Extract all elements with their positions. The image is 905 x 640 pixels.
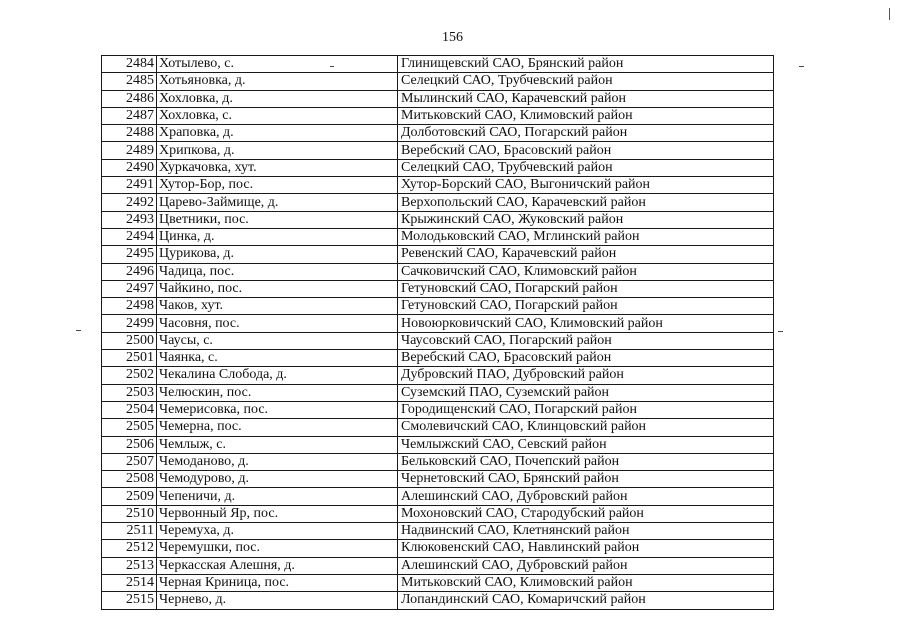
row-number: 2492 bbox=[102, 194, 157, 211]
row-number: 2497 bbox=[102, 280, 157, 297]
settlement-name: Хуркачовка, хут. bbox=[157, 159, 398, 176]
administrative-unit: Чемлыжский САО, Севский район bbox=[398, 436, 774, 453]
table-row bbox=[102, 523, 774, 540]
table-row bbox=[102, 350, 774, 367]
table-row bbox=[102, 73, 774, 90]
settlement-name: Чемерна, пос. bbox=[157, 419, 398, 436]
table-row bbox=[102, 488, 774, 505]
row-number: 2494 bbox=[102, 228, 157, 245]
row-number: 2490 bbox=[102, 159, 157, 176]
table-row bbox=[102, 177, 774, 194]
row-number: 2502 bbox=[102, 367, 157, 384]
settlement-name: Чемодурово, д. bbox=[157, 471, 398, 488]
table-row bbox=[102, 228, 774, 245]
table-row bbox=[102, 471, 774, 488]
administrative-unit: Ревенский САО, Карачевский район bbox=[398, 246, 774, 263]
settlement-name: Червонный Яр, пос. bbox=[157, 505, 398, 522]
administrative-unit: Клюковенский САО, Навлинский район bbox=[398, 540, 774, 557]
row-number: 2499 bbox=[102, 315, 157, 332]
settlement-name: Черемушки, пос. bbox=[157, 540, 398, 557]
row-number: 2487 bbox=[102, 107, 157, 124]
table-row bbox=[102, 280, 774, 297]
administrative-unit: Глинищевский САО, Брянский район bbox=[398, 56, 774, 73]
administrative-unit: Селецкий САО, Трубчевский район bbox=[398, 159, 774, 176]
settlement-name: Чаянка, с. bbox=[157, 350, 398, 367]
table-row bbox=[102, 384, 774, 401]
table-row bbox=[102, 125, 774, 142]
table-row bbox=[102, 56, 774, 73]
settlement-name: Цурикова, д. bbox=[157, 246, 398, 263]
administrative-unit: Молодьковский САО, Мглинский район bbox=[398, 228, 774, 245]
settlement-name: Царево-Займище, д. bbox=[157, 194, 398, 211]
settlement-name: Черемуха, д. bbox=[157, 523, 398, 540]
table-row bbox=[102, 159, 774, 176]
administrative-unit: Крыжинский САО, Жуковский район bbox=[398, 211, 774, 228]
settlement-name: Чадица, пос. bbox=[157, 263, 398, 280]
table-row bbox=[102, 401, 774, 418]
row-number: 2513 bbox=[102, 557, 157, 574]
table-row bbox=[102, 367, 774, 384]
row-number: 2503 bbox=[102, 384, 157, 401]
row-number: 2504 bbox=[102, 401, 157, 418]
administrative-unit: Лопандинский САО, Комаричский район bbox=[398, 592, 774, 609]
row-number: 2512 bbox=[102, 540, 157, 557]
administrative-unit: Алешинский САО, Дубровский район bbox=[398, 557, 774, 574]
row-number: 2510 bbox=[102, 505, 157, 522]
row-number: 2485 bbox=[102, 73, 157, 90]
table-row bbox=[102, 592, 774, 609]
row-number: 2496 bbox=[102, 263, 157, 280]
table-row bbox=[102, 263, 774, 280]
settlement-name: Челюскин, пос. bbox=[157, 384, 398, 401]
scan-speck bbox=[778, 331, 783, 332]
settlement-name: Хотылево, с. bbox=[157, 56, 398, 73]
administrative-unit: Гетуновский САО, Погарский район bbox=[398, 298, 774, 315]
table-row bbox=[102, 298, 774, 315]
administrative-unit: Долботовский САО, Погарский район bbox=[398, 125, 774, 142]
settlement-name: Чемерисовка, пос. bbox=[157, 401, 398, 418]
settlement-name: Черкасская Алешня, д. bbox=[157, 557, 398, 574]
administrative-unit: Верхопольский САО, Карачевский район bbox=[398, 194, 774, 211]
administrative-unit: Алешинский САО, Дубровский район bbox=[398, 488, 774, 505]
row-number: 2509 bbox=[102, 488, 157, 505]
settlement-name: Чернево, д. bbox=[157, 592, 398, 609]
row-number: 2489 bbox=[102, 142, 157, 159]
administrative-unit: Чернетовский САО, Брянский район bbox=[398, 471, 774, 488]
table-row bbox=[102, 332, 774, 349]
settlement-name: Чемлыж, с. bbox=[157, 436, 398, 453]
settlement-name: Хутор-Бор, пос. bbox=[157, 177, 398, 194]
page-number: 156 bbox=[442, 30, 463, 45]
settlement-name: Чаков, хут. bbox=[157, 298, 398, 315]
administrative-unit: Суземский ПАО, Суземский район bbox=[398, 384, 774, 401]
settlement-name: Хотьяновка, д. bbox=[157, 73, 398, 90]
administrative-unit: Митьковский САО, Климовский район bbox=[398, 107, 774, 124]
table-row bbox=[102, 540, 774, 557]
administrative-unit: Гетуновский САО, Погарский район bbox=[398, 280, 774, 297]
settlement-name: Хохловка, д. bbox=[157, 90, 398, 107]
table-row bbox=[102, 419, 774, 436]
settlement-name: Цинка, д. bbox=[157, 228, 398, 245]
row-number: 2508 bbox=[102, 471, 157, 488]
row-number: 2488 bbox=[102, 125, 157, 142]
administrative-unit: Митьковский САО, Климовский район bbox=[398, 574, 774, 591]
table-row bbox=[102, 142, 774, 159]
scan-speck bbox=[799, 66, 804, 67]
table-row bbox=[102, 557, 774, 574]
settlement-name: Чаусы, с. bbox=[157, 332, 398, 349]
administrative-unit: Надвинский САО, Клетнянский район bbox=[398, 523, 774, 540]
row-number: 2484 bbox=[102, 56, 157, 73]
row-number: 2500 bbox=[102, 332, 157, 349]
table-row bbox=[102, 315, 774, 332]
settlement-name: Хохловка, с. bbox=[157, 107, 398, 124]
administrative-unit: Веребский САО, Брасовский район bbox=[398, 350, 774, 367]
scan-speck bbox=[76, 330, 81, 331]
administrative-unit: Чаусовский САО, Погарский район bbox=[398, 332, 774, 349]
settlement-name: Чекалина Слобода, д. bbox=[157, 367, 398, 384]
administrative-unit: Мылинский САО, Карачевский район bbox=[398, 90, 774, 107]
row-number: 2505 bbox=[102, 419, 157, 436]
row-number: 2515 bbox=[102, 592, 157, 609]
settlement-name: Чемоданово, д. bbox=[157, 453, 398, 470]
settlement-name: Черная Криница, пос. bbox=[157, 574, 398, 591]
row-number: 2486 bbox=[102, 90, 157, 107]
settlement-name: Цветники, пос. bbox=[157, 211, 398, 228]
table-row bbox=[102, 436, 774, 453]
row-number: 2506 bbox=[102, 436, 157, 453]
administrative-unit: Дубровский ПАО, Дубровский район bbox=[398, 367, 774, 384]
administrative-unit: Селецкий САО, Трубчевский район bbox=[398, 73, 774, 90]
table-row bbox=[102, 90, 774, 107]
settlement-name: Хрипкова, д. bbox=[157, 142, 398, 159]
settlement-name: Чепеничи, д. bbox=[157, 488, 398, 505]
table-row bbox=[102, 211, 774, 228]
row-number: 2507 bbox=[102, 453, 157, 470]
table-row bbox=[102, 574, 774, 591]
row-number: 2501 bbox=[102, 350, 157, 367]
administrative-unit: Сачковичский САО, Климовский район bbox=[398, 263, 774, 280]
table-row bbox=[102, 194, 774, 211]
settlement-name: Чайкино, пос. bbox=[157, 280, 398, 297]
row-number: 2511 bbox=[102, 523, 157, 540]
table-row bbox=[102, 107, 774, 124]
administrative-unit: Веребский САО, Брасовский район bbox=[398, 142, 774, 159]
settlements-table bbox=[101, 55, 774, 610]
table-body bbox=[102, 56, 774, 610]
administrative-unit: Бельковский САО, Почепский район bbox=[398, 453, 774, 470]
row-number: 2495 bbox=[102, 246, 157, 263]
administrative-unit: Хутор-Борский САО, Выгоничский район bbox=[398, 177, 774, 194]
settlement-name: Часовня, пос. bbox=[157, 315, 398, 332]
row-number: 2514 bbox=[102, 574, 157, 591]
table-row bbox=[102, 505, 774, 522]
row-number: 2491 bbox=[102, 177, 157, 194]
administrative-unit: Мохоновский САО, Стародубский район bbox=[398, 505, 774, 522]
administrative-unit: Городищенский САО, Погарский район bbox=[398, 401, 774, 418]
administrative-unit: Новоюрковичский САО, Климовский район bbox=[398, 315, 774, 332]
administrative-unit: Смолевичский САО, Клинцовский район bbox=[398, 419, 774, 436]
table-row bbox=[102, 246, 774, 263]
row-number: 2493 bbox=[102, 211, 157, 228]
settlement-name: Храповка, д. bbox=[157, 125, 398, 142]
row-number: 2498 bbox=[102, 298, 157, 315]
scan-mark bbox=[889, 8, 890, 20]
table-row bbox=[102, 453, 774, 470]
